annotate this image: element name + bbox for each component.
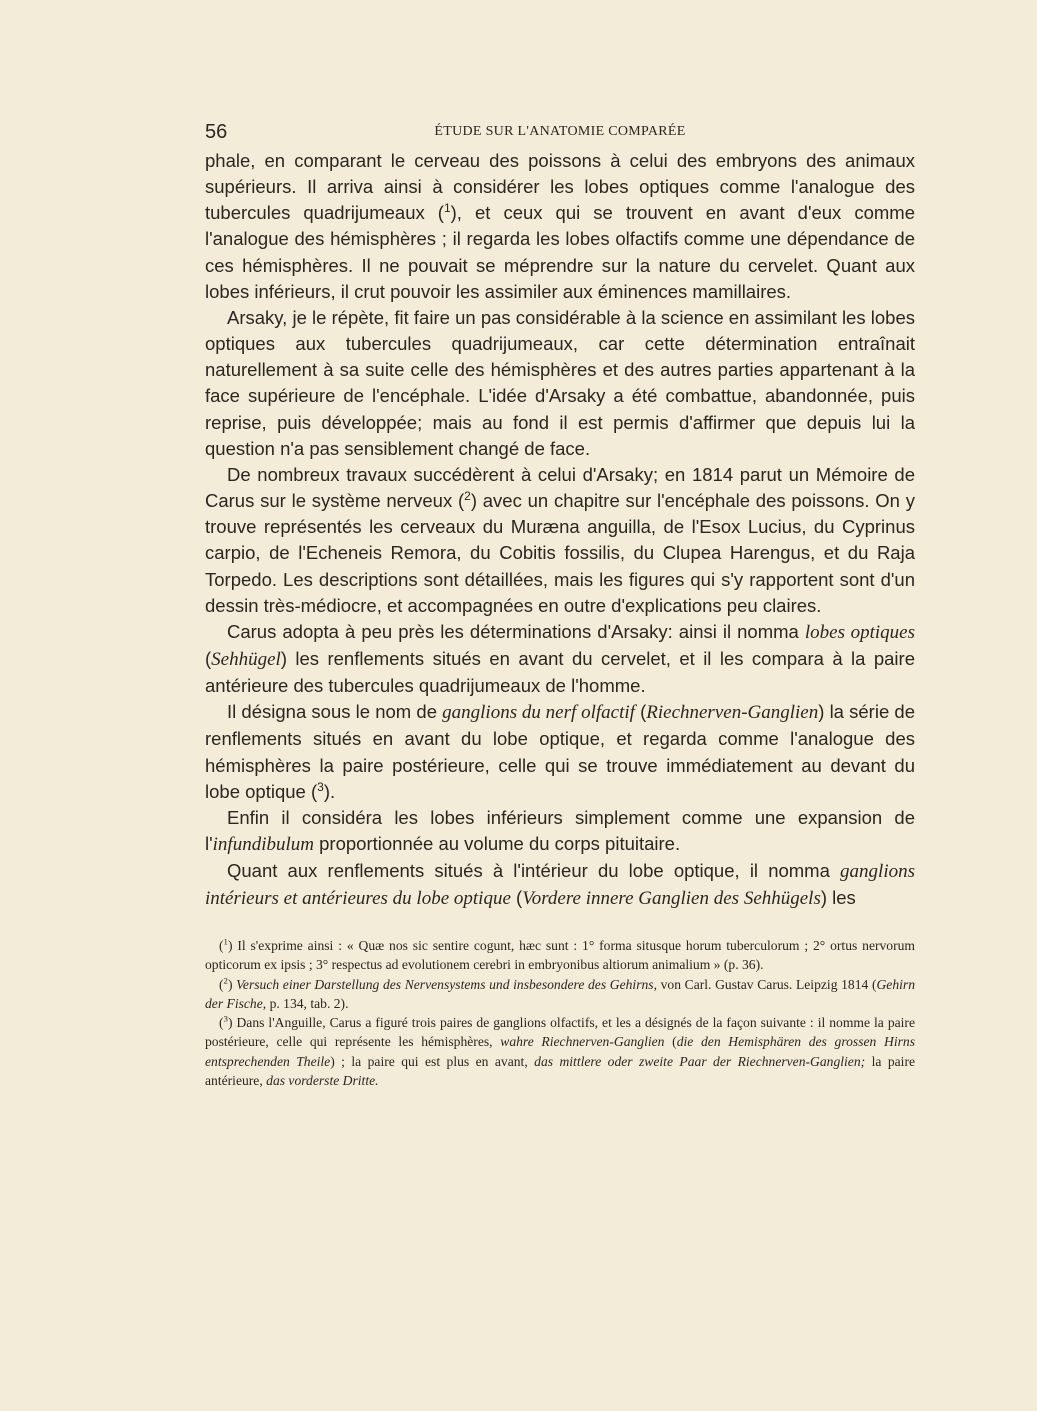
footnote-ref: 3 [317, 779, 324, 794]
text-span: ( [510, 887, 523, 909]
text-span: ) les [820, 887, 856, 909]
footnote-number: 2 [223, 975, 228, 986]
footnotes [205, 936, 915, 1090]
italic-term: lobes optiques [804, 621, 915, 643]
italic-term: das vorderste Dritte. [266, 1073, 379, 1089]
italic-term: das mittlere oder zweite Paar der Riechnerven-Ganglien; [534, 1053, 866, 1069]
text-span: phale, en comparant le cerveau des poissons à celui des embryons des animaux supérieurs. Il arriva ainsi à considérer les lobes optiques comme l'analogue des tubercules quadrijumeaux ( [205, 150, 915, 224]
text-span: , von Carl. Gustav Carus. Leipzig 1814 ( [653, 976, 877, 992]
paragraph-2: Arsaky, je le répète, fit faire un pas considérable à la science en assimilant les lobes optiques aux tubercules quadrijumeaux, car cette détermination entraînait naturellement à sa suite celle des hémisphères et des autres parties appartenant à la face supérieure de l'encéphale. L'idée d'Arsaky a été combattue, abandonnée, puis reprise, puis développée; mais au fond il est permis d'affirmer que depuis lui la question n'a pas sensiblement changé de face. [205, 306, 915, 459]
text-span: Il désigna sous le nom de [227, 701, 443, 723]
text-span: ( [664, 1034, 677, 1050]
text-span: Enfin il considéra les lobes inférieurs simplement comme une expansion de l' [205, 806, 915, 855]
text-span: ). [323, 780, 336, 802]
text-span: la paire antérieure, [205, 1053, 916, 1089]
page-number: 56 [205, 121, 228, 143]
paragraph-6 [205, 805, 915, 858]
paragraph-5 [205, 699, 915, 805]
italic-term: die den Hemisphären des grossen Hirns entsprechenden Theile [205, 1034, 915, 1069]
text-span: Il s'exprime ainsi : « Quæ nos sic sentire cogunt, hæc sunt : 1° forma situsque horum tuberculorum ; 2° ortus nervorum opticorum ex ipsis ; 3° respectus ad evolutionem cerebri in embryonibus altiorum animalium » (p. 36). [205, 938, 915, 973]
footnote-number: 1 [223, 936, 228, 947]
italic-term: ganglions du nerf olfactif [442, 702, 635, 724]
text-span: ) la série de renflements situés en avant du lobe optique, et regarda comme l'analogue des hémisphères la paire postérieure, celle qui se trouve immédiatement au devant du lobe optique ( [205, 701, 915, 802]
italic-term: ganglions intérieurs et antérieures du lobe optique [205, 861, 915, 910]
italic-title: Versuch einer Darstellung des Nervensystems und insbesondere des Gehirns [236, 976, 654, 992]
text-span: Carus adopta à peu près les déterminations d'Arsaky: ainsi il nomma [227, 620, 805, 642]
footnote-number: 3 [223, 1013, 228, 1024]
footnote-ref: 2 [464, 488, 471, 503]
running-title: ÉTUDE SUR L'ANATOMIE COMPARÉE [434, 124, 686, 139]
paragraph-1 [205, 148, 915, 305]
text-span: ), et ceux qui se trouvent en avant d'eux comme l'analogue des hémisphères ; il regarda les lobes olfactifs comme une dépendance de ces hémisphères. Il ne pouvait se méprendre sur la nature du cervelet. Quant aux lobes inférieurs, il crut pouvoir les assimiler aux éminences mamillaires. [205, 202, 915, 302]
italic-term: Riechnerven-Ganglien [646, 702, 819, 724]
text-span: ) les renflements situés en avant du cervelet, et il les compara à la paire antérieure des tubercules quadrijumeaux de l'homme. [205, 647, 915, 697]
italic-term: Vordere innere Ganglien des Sehhügels [522, 888, 821, 910]
text-span: ( [634, 701, 647, 723]
text-span: ( [205, 647, 212, 669]
italic-term: wahre Riechnerven-Ganglien [500, 1034, 665, 1050]
italic-term: infundibulum [212, 834, 314, 856]
text-span: De nombreux travaux succédèrent à celui d'Arsaky; en 1814 parut un Mémoire de Carus sur le système nerveux ( [205, 463, 915, 512]
page-header [205, 121, 915, 145]
text-span: proportionnée au volume du corps pituitaire. [314, 833, 681, 855]
text-span: ) avec un chapitre sur l'encéphale des poissons. On y trouve représentés les cerveaux du Muræna anguilla, de l'Esox Lucius, du Cyprinus carpio, de l'Echeneis Remora, du Cobitis fossilis, du Clupea Harengus, et du Raja Torpedo. Les descriptions sont détaillées, mais les figures qui s'y rapportent sont d'un dessin très-médiocre, et accompagnées en outre d'explications peu claires. [205, 490, 915, 616]
footnote-3: ($^3$) Dans l'Anguille, Carus a figuré trois paires de ganglions olfactifs, et les a désignés de la façon suivante : il nomme la paire postérieure, celle qui représente les hémisphères, wahre Riechnerven-Ganglien (die den Hemisphären des grossen Hirns entsprechenden Theile) ; la paire qui est plus en avant, das mittlere oder zweite Paar der Riechnerven-Ganglien; la paire antérieure, das vorderste Dritte. [205, 1013, 916, 1089]
text-span: Dans l'Anguille, Carus a figuré trois paires de ganglions olfactifs, et les a désignés de la façon suivante : il nomme la paire postérieure, celle qui représente les hémisphères, [205, 1015, 915, 1050]
footnote-ref: 1 [443, 201, 451, 216]
footnote-2: ($^2$) Versuch einer Darstellung des Nervensystems und insbesondere des Gehirns, von Carl. Gustav Carus. Leipzig 1814 (Gehirn der Fische, p. 134, tab. 2). [205, 975, 915, 1011]
italic-title: Gehirn der Fische [205, 976, 915, 1011]
paragraph-7 [205, 858, 915, 912]
paragraph-4 [205, 619, 915, 699]
footnote-1: ($^1$) Il s'exprime ainsi : « Quæ nos sic sentire cogunt, hæc sunt : 1° forma situsque horum tuberculorum ; 2° ortus nervorum opticorum ex ipsis ; 3° respectus ad evolutionem cerebri in embryonibus altiorum animalium » (p. 36). [205, 936, 915, 973]
italic-term: Sehhügel [211, 648, 281, 670]
paragraph-3 [205, 462, 915, 619]
text-span: Quant aux renflements situés à l'intérieur du lobe optique, il nomma [227, 860, 841, 882]
text-span: , p. 134, tab. 2). [262, 995, 349, 1011]
body-text [205, 148, 915, 913]
text-span: ) ; la paire qui est plus en avant, [330, 1053, 535, 1069]
